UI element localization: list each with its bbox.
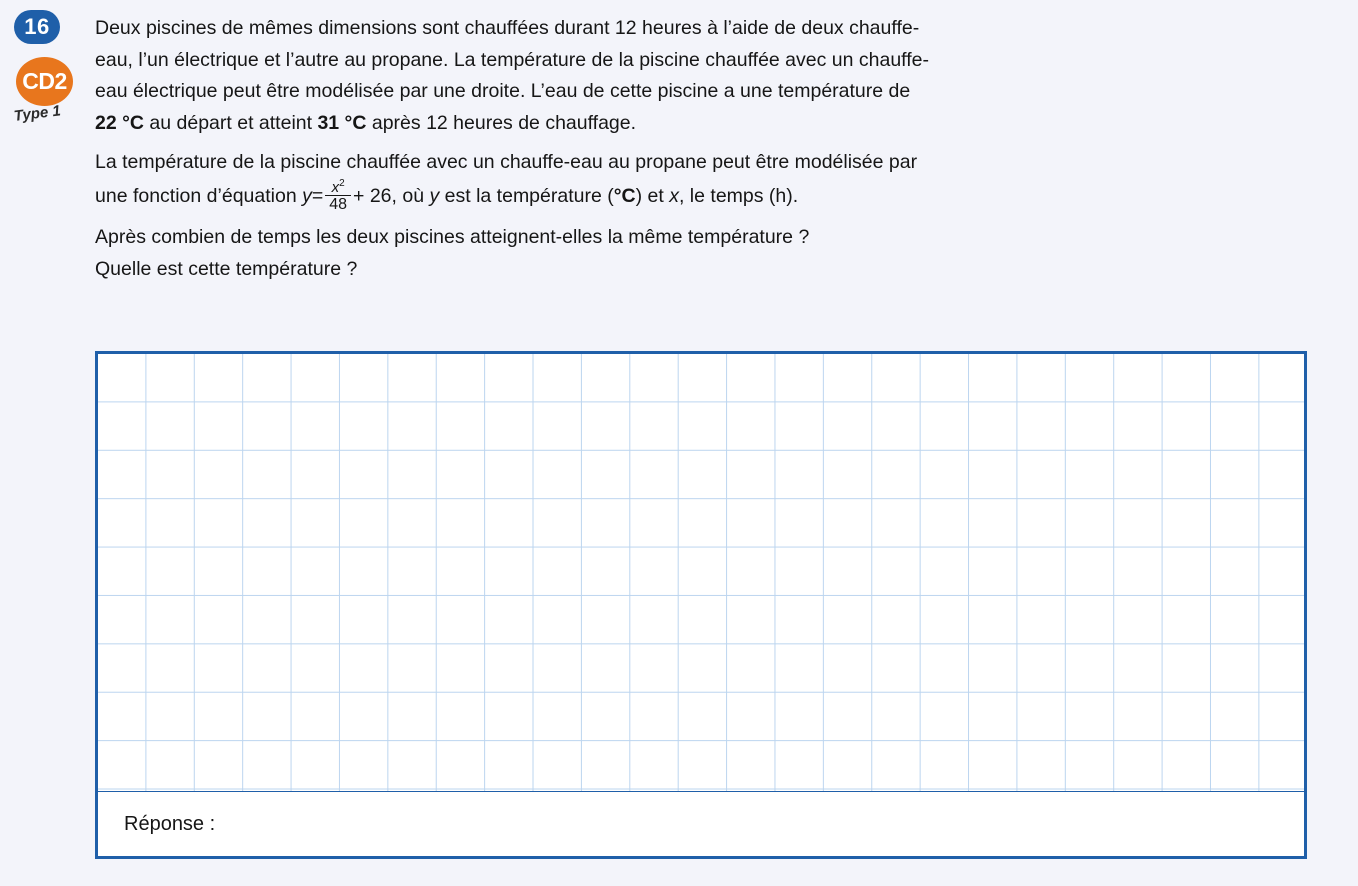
exercise-number-badge: 16 — [14, 10, 60, 44]
suffix-variable-x: x — [669, 184, 679, 207]
exercise-statement — [95, 13, 1305, 285]
statement-line-2: eau, l’un électrique et l’autre au propane. La température de la piscine chauffée avec un chauffe- — [95, 48, 930, 71]
exercise-gutter — [14, 10, 88, 125]
unit-celsius: °C — [613, 184, 636, 207]
competency-badge: CD2 — [16, 57, 73, 106]
equation-suffix-a: , où — [391, 184, 430, 207]
statement-equation-line — [95, 179, 1305, 215]
statement-line-4-end: après 12 heures de chauffage. — [366, 111, 637, 134]
equation-variable-y: y — [302, 184, 312, 207]
question-line-2: Quelle est cette température ? — [95, 257, 358, 280]
grid-work-area[interactable] — [98, 354, 1304, 791]
suffix-variable-y: y — [429, 184, 440, 207]
fraction-numerator-exponent: 2 — [339, 177, 345, 189]
answer-label: Réponse : — [124, 812, 216, 835]
question-line-1: Après combien de temps les deux piscines atteignent-elles la même température ? — [95, 226, 810, 249]
equation-equals: = — [311, 184, 324, 207]
fraction-numerator — [325, 179, 351, 196]
statement-line-4-mid: au départ et atteint — [144, 111, 318, 134]
statement-line-3: eau électrique peut être modélisée par une droite. L’eau de cette piscine a une température de — [95, 80, 911, 102]
equation-suffix-d: , le temps (h). — [678, 184, 799, 207]
fraction-denominator: 48 — [329, 196, 348, 214]
equation-prefix: une fonction d’équation — [95, 184, 303, 207]
fraction-numerator-base: x — [331, 178, 340, 196]
statement-line-1: Deux piscines de mêmes dimensions sont chauffées durant 12 heures à l’aide de deux chauffe- — [95, 17, 920, 39]
statement-line-4 — [95, 108, 1305, 140]
statement-para2-line-1: La température de la piscine chauffée avec un chauffe-eau au propane peut être modélisée par — [95, 151, 918, 173]
equation-fraction — [325, 179, 351, 215]
end-temperature: 31 °C — [317, 111, 367, 134]
exercise-type-label: Type 1 — [12, 102, 62, 125]
answer-box[interactable] — [95, 351, 1307, 859]
equation-suffix-c: ) et — [635, 184, 670, 207]
equation-suffix-b: est la température ( — [439, 184, 614, 207]
start-temperature: 22 °C — [95, 111, 144, 134]
equation-tail: + 26 — [353, 184, 392, 207]
answer-row[interactable] — [98, 792, 1304, 856]
